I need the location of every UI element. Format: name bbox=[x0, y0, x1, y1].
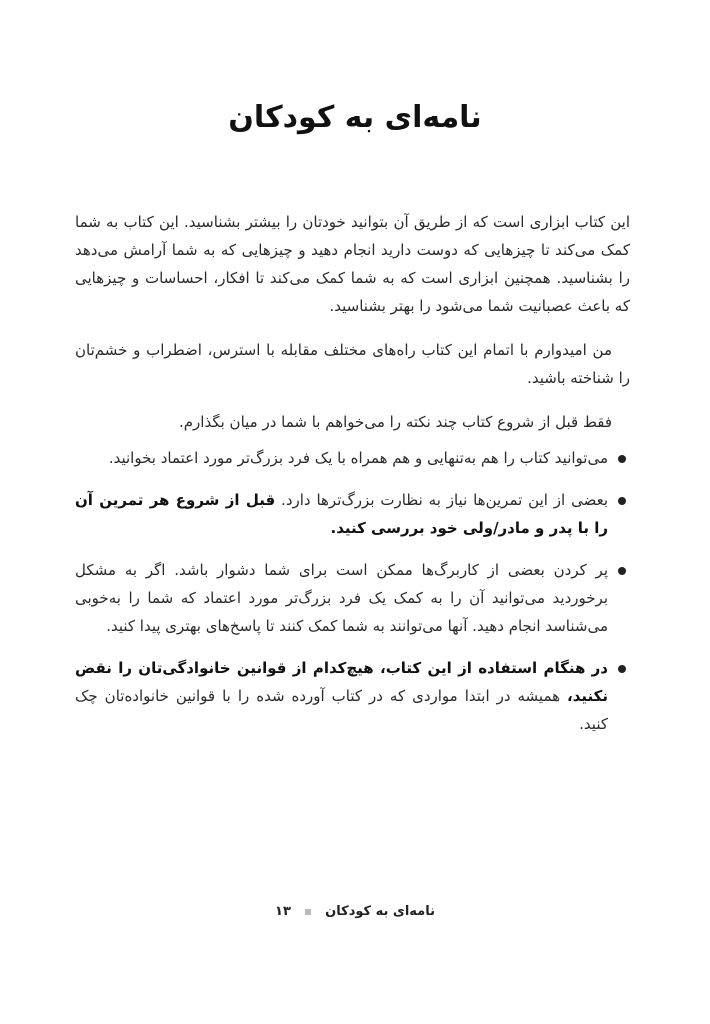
list-item bbox=[75, 486, 630, 542]
page-title: نامه‌ای به کودکان bbox=[228, 100, 482, 135]
bullet-icon bbox=[618, 455, 626, 463]
page-number: ۱۳ bbox=[275, 904, 291, 919]
paragraph-hope: من امیدوارم با اتمام این کتاب راه‌های مختلف مقابله با استرس، اضطراب و خشم‌تان را شناخته باشید. bbox=[75, 341, 630, 387]
paragraph-intro: این کتاب ابزاری است که از طریق آن بتوانید خودتان را بیشتر بشناسید. این کتاب به شما کمک می‌کند تا چیزهایی که دوست دارید انجام دهید و چیزهایی که به شما آرامش می‌دهد را بشناسید. همچنین ابزاری است که به شما کمک می‌کند تا افکار، احساسات و چیزهایی که باعث عصبانیت شما می‌شود را بهتر بشناسید. bbox=[75, 213, 630, 315]
list-item bbox=[75, 444, 630, 472]
notes-list bbox=[75, 444, 630, 738]
bullet-icon bbox=[618, 567, 626, 575]
page-body bbox=[75, 208, 630, 752]
list-item-emphasis: قبل از شروع هر تمرین آن را با پدر و مادر/ولی خود بررسی کنید. bbox=[75, 491, 608, 537]
footer-title: نامه‌ای به کودکان bbox=[325, 904, 435, 919]
list-item-text: می‌توانید کتاب را هم به‌تنهایی و هم همراه با یک فرد بزرگ‌تر مورد اعتماد بخوانید. bbox=[108, 449, 608, 467]
list-item-text: همیشه در ابتدا مواردی که در کتاب آورده شده را با قوانین خانواده‌تان چک کنید. bbox=[75, 687, 608, 733]
list-item-text: بعضی از این تمرین‌ها نیاز به نظارت بزرگ‌ترها دارد. bbox=[275, 491, 608, 509]
list-item bbox=[75, 556, 630, 640]
paragraph-notes-intro: فقط قبل از شروع کتاب چند نکته را می‌خواهم با شما در میان بگذارم. bbox=[178, 413, 612, 431]
list-item-text: پر کردن بعضی از کاربرگ‌ها ممکن است برای شما دشوار باشد. اگر به مشکل برخوردید می‌توانید آن را به کمک یک فرد بزرگ‌تر مورد اعتماد که شما را به‌خوبی می‌شناسد انجام دهید. آنها می‌توانند به شما کمک کنند تا پاسخ‌های بهتری پیدا کنید. bbox=[75, 561, 608, 635]
footer-separator-icon bbox=[305, 909, 311, 915]
list-item-emphasis: در هنگام استفاده از این کتاب، هیچ‌کدام از قوانین خانوادگی‌تان را نقض نکنید، bbox=[75, 659, 608, 705]
bullet-icon bbox=[618, 665, 626, 673]
list-item bbox=[75, 654, 630, 738]
page-footer bbox=[0, 904, 710, 919]
bullet-icon bbox=[618, 497, 626, 505]
